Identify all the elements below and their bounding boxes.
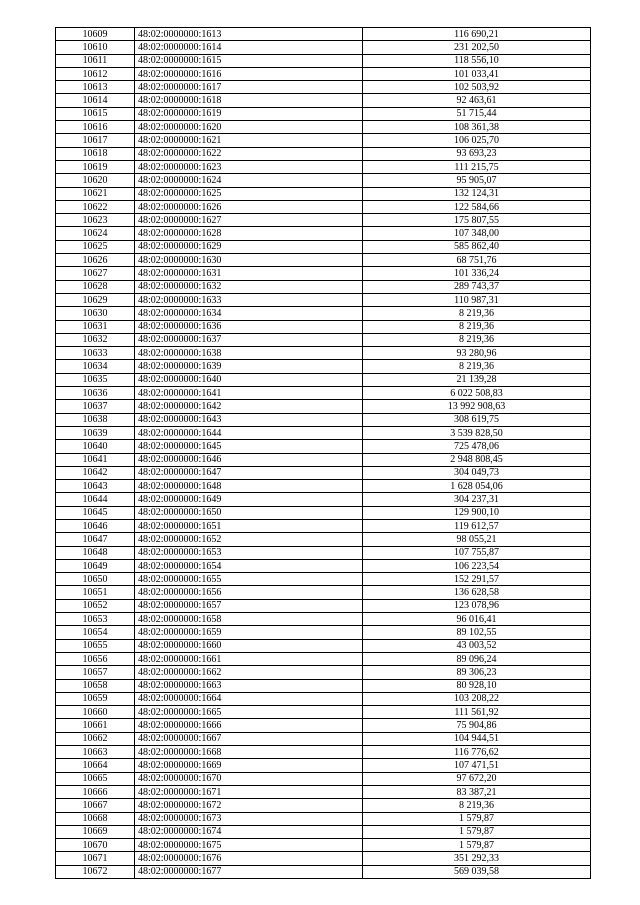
value-cell: 231 202,50 bbox=[363, 41, 591, 54]
value-cell: 3 539 828,50 bbox=[363, 426, 591, 439]
value-cell: 351 292,33 bbox=[363, 852, 591, 865]
value-cell: 122 584,66 bbox=[363, 200, 591, 213]
table-row bbox=[56, 147, 591, 160]
table-row bbox=[56, 852, 591, 865]
row-number-cell: 10650 bbox=[56, 573, 135, 586]
row-number-cell: 10642 bbox=[56, 466, 135, 479]
row-number-cell: 10669 bbox=[56, 825, 135, 838]
value-cell: 8 219,36 bbox=[363, 320, 591, 333]
row-number-cell: 10665 bbox=[56, 772, 135, 785]
table-row bbox=[56, 360, 591, 373]
value-cell: 119 612,57 bbox=[363, 519, 591, 532]
value-cell: 93 693,23 bbox=[363, 147, 591, 160]
cadastral-number-cell: 48:02:0000000:1639 bbox=[135, 360, 363, 373]
table-row bbox=[56, 839, 591, 852]
cadastral-number-cell: 48:02:0000000:1662 bbox=[135, 666, 363, 679]
table-row bbox=[56, 440, 591, 453]
value-cell: 95 905,07 bbox=[363, 174, 591, 187]
value-cell: 103 208,22 bbox=[363, 692, 591, 705]
row-number-cell: 10671 bbox=[56, 852, 135, 865]
table-row bbox=[56, 293, 591, 306]
table-row bbox=[56, 426, 591, 439]
cadastral-number-cell: 48:02:0000000:1637 bbox=[135, 333, 363, 346]
row-number-cell: 10662 bbox=[56, 732, 135, 745]
cadastral-number-cell: 48:02:0000000:1631 bbox=[135, 267, 363, 280]
cadastral-number-cell: 48:02:0000000:1627 bbox=[135, 214, 363, 227]
cadastral-value-table bbox=[55, 27, 591, 879]
cadastral-number-cell: 48:02:0000000:1675 bbox=[135, 839, 363, 852]
row-number-cell: 10639 bbox=[56, 426, 135, 439]
cadastral-number-cell: 48:02:0000000:1658 bbox=[135, 613, 363, 626]
value-cell: 2 948 808,45 bbox=[363, 453, 591, 466]
value-cell: 129 900,10 bbox=[363, 506, 591, 519]
table-row bbox=[56, 333, 591, 346]
table-row bbox=[56, 160, 591, 173]
value-cell: 102 503,92 bbox=[363, 81, 591, 94]
cadastral-number-cell: 48:02:0000000:1622 bbox=[135, 147, 363, 160]
value-cell: 136 628,58 bbox=[363, 586, 591, 599]
value-cell: 106 025,70 bbox=[363, 134, 591, 147]
row-number-cell: 10618 bbox=[56, 147, 135, 160]
row-number-cell: 10653 bbox=[56, 613, 135, 626]
table-row bbox=[56, 652, 591, 665]
value-cell: 289 743,37 bbox=[363, 280, 591, 293]
row-number-cell: 10623 bbox=[56, 214, 135, 227]
row-number-cell: 10631 bbox=[56, 320, 135, 333]
table-row bbox=[56, 799, 591, 812]
cadastral-number-cell: 48:02:0000000:1651 bbox=[135, 519, 363, 532]
table-row bbox=[56, 387, 591, 400]
row-number-cell: 10629 bbox=[56, 293, 135, 306]
table-row bbox=[56, 373, 591, 386]
table-row bbox=[56, 533, 591, 546]
table-row bbox=[56, 320, 591, 333]
value-cell: 21 139,28 bbox=[363, 373, 591, 386]
row-number-cell: 10644 bbox=[56, 493, 135, 506]
row-number-cell: 10670 bbox=[56, 839, 135, 852]
value-cell: 80 928,10 bbox=[363, 679, 591, 692]
row-number-cell: 10614 bbox=[56, 94, 135, 107]
table-row bbox=[56, 573, 591, 586]
cadastral-number-cell: 48:02:0000000:1621 bbox=[135, 134, 363, 147]
cadastral-number-cell: 48:02:0000000:1618 bbox=[135, 94, 363, 107]
value-cell: 569 039,58 bbox=[363, 865, 591, 878]
value-cell: 89 096,24 bbox=[363, 652, 591, 665]
table-row bbox=[56, 865, 591, 878]
table-row bbox=[56, 599, 591, 612]
cadastral-number-cell: 48:02:0000000:1649 bbox=[135, 493, 363, 506]
cadastral-number-cell: 48:02:0000000:1626 bbox=[135, 200, 363, 213]
table-row bbox=[56, 466, 591, 479]
cadastral-number-cell: 48:02:0000000:1643 bbox=[135, 413, 363, 426]
row-number-cell: 10620 bbox=[56, 174, 135, 187]
row-number-cell: 10643 bbox=[56, 480, 135, 493]
value-cell: 107 471,51 bbox=[363, 759, 591, 772]
row-number-cell: 10668 bbox=[56, 812, 135, 825]
value-cell: 1 579,87 bbox=[363, 839, 591, 852]
table-row bbox=[56, 400, 591, 413]
value-cell: 8 219,36 bbox=[363, 799, 591, 812]
value-cell: 8 219,36 bbox=[363, 360, 591, 373]
value-cell: 68 751,76 bbox=[363, 254, 591, 267]
value-cell: 132 124,31 bbox=[363, 187, 591, 200]
cadastral-number-cell: 48:02:0000000:1620 bbox=[135, 121, 363, 134]
value-cell: 585 862,40 bbox=[363, 240, 591, 253]
value-cell: 101 336,24 bbox=[363, 267, 591, 280]
row-number-cell: 10664 bbox=[56, 759, 135, 772]
row-number-cell: 10660 bbox=[56, 706, 135, 719]
table-row bbox=[56, 174, 591, 187]
cadastral-number-cell: 48:02:0000000:1644 bbox=[135, 426, 363, 439]
table-row bbox=[56, 214, 591, 227]
value-cell: 8 219,36 bbox=[363, 333, 591, 346]
value-cell: 8 219,36 bbox=[363, 307, 591, 320]
row-number-cell: 10661 bbox=[56, 719, 135, 732]
row-number-cell: 10626 bbox=[56, 254, 135, 267]
cadastral-number-cell: 48:02:0000000:1669 bbox=[135, 759, 363, 772]
cadastral-number-cell: 48:02:0000000:1641 bbox=[135, 387, 363, 400]
table-row bbox=[56, 825, 591, 838]
row-number-cell: 10652 bbox=[56, 599, 135, 612]
row-number-cell: 10613 bbox=[56, 81, 135, 94]
cadastral-number-cell: 48:02:0000000:1615 bbox=[135, 54, 363, 67]
table-row bbox=[56, 413, 591, 426]
value-cell: 93 280,96 bbox=[363, 347, 591, 360]
cadastral-number-cell: 48:02:0000000:1647 bbox=[135, 466, 363, 479]
value-cell: 116 690,21 bbox=[363, 28, 591, 41]
cadastral-number-cell: 48:02:0000000:1634 bbox=[135, 307, 363, 320]
row-number-cell: 10648 bbox=[56, 546, 135, 559]
cadastral-number-cell: 48:02:0000000:1650 bbox=[135, 506, 363, 519]
cadastral-number-cell: 48:02:0000000:1673 bbox=[135, 812, 363, 825]
table-row bbox=[56, 227, 591, 240]
row-number-cell: 10659 bbox=[56, 692, 135, 705]
table-row bbox=[56, 692, 591, 705]
row-number-cell: 10657 bbox=[56, 666, 135, 679]
cadastral-number-cell: 48:02:0000000:1617 bbox=[135, 81, 363, 94]
row-number-cell: 10619 bbox=[56, 160, 135, 173]
table-row bbox=[56, 280, 591, 293]
cadastral-number-cell: 48:02:0000000:1624 bbox=[135, 174, 363, 187]
value-cell: 116 776,62 bbox=[363, 746, 591, 759]
value-cell: 6 022 508,83 bbox=[363, 387, 591, 400]
table-row bbox=[56, 200, 591, 213]
value-cell: 107 348,00 bbox=[363, 227, 591, 240]
cadastral-number-cell: 48:02:0000000:1671 bbox=[135, 785, 363, 798]
cadastral-number-cell: 48:02:0000000:1619 bbox=[135, 107, 363, 120]
cadastral-number-cell: 48:02:0000000:1632 bbox=[135, 280, 363, 293]
row-number-cell: 10637 bbox=[56, 400, 135, 413]
table-row bbox=[56, 613, 591, 626]
value-cell: 118 556,10 bbox=[363, 54, 591, 67]
row-number-cell: 10624 bbox=[56, 227, 135, 240]
cadastral-number-cell: 48:02:0000000:1642 bbox=[135, 400, 363, 413]
table-row bbox=[56, 759, 591, 772]
table-row bbox=[56, 41, 591, 54]
value-cell: 304 237,31 bbox=[363, 493, 591, 506]
value-cell: 108 361,38 bbox=[363, 121, 591, 134]
table-row bbox=[56, 347, 591, 360]
table-row bbox=[56, 187, 591, 200]
cadastral-number-cell: 48:02:0000000:1614 bbox=[135, 41, 363, 54]
cadastral-number-cell: 48:02:0000000:1629 bbox=[135, 240, 363, 253]
table-row bbox=[56, 812, 591, 825]
row-number-cell: 10649 bbox=[56, 559, 135, 572]
row-number-cell: 10663 bbox=[56, 746, 135, 759]
row-number-cell: 10646 bbox=[56, 519, 135, 532]
table-row bbox=[56, 480, 591, 493]
cadastral-number-cell: 48:02:0000000:1660 bbox=[135, 639, 363, 652]
table-row bbox=[56, 107, 591, 120]
cadastral-number-cell: 48:02:0000000:1638 bbox=[135, 347, 363, 360]
row-number-cell: 10633 bbox=[56, 347, 135, 360]
value-cell: 111 561,92 bbox=[363, 706, 591, 719]
cadastral-number-cell: 48:02:0000000:1653 bbox=[135, 546, 363, 559]
value-cell: 75 904,86 bbox=[363, 719, 591, 732]
cadastral-number-cell: 48:02:0000000:1668 bbox=[135, 746, 363, 759]
value-cell: 304 049,73 bbox=[363, 466, 591, 479]
document-page bbox=[55, 27, 591, 879]
value-cell: 1 579,87 bbox=[363, 825, 591, 838]
table-row bbox=[56, 719, 591, 732]
cadastral-number-cell: 48:02:0000000:1654 bbox=[135, 559, 363, 572]
table-row bbox=[56, 546, 591, 559]
row-number-cell: 10616 bbox=[56, 121, 135, 134]
value-cell: 97 672,20 bbox=[363, 772, 591, 785]
value-cell: 1 579,87 bbox=[363, 812, 591, 825]
row-number-cell: 10666 bbox=[56, 785, 135, 798]
row-number-cell: 10617 bbox=[56, 134, 135, 147]
cadastral-number-cell: 48:02:0000000:1633 bbox=[135, 293, 363, 306]
table-row bbox=[56, 267, 591, 280]
value-cell: 123 078,96 bbox=[363, 599, 591, 612]
row-number-cell: 10672 bbox=[56, 865, 135, 878]
cadastral-number-cell: 48:02:0000000:1636 bbox=[135, 320, 363, 333]
row-number-cell: 10654 bbox=[56, 626, 135, 639]
row-number-cell: 10651 bbox=[56, 586, 135, 599]
cadastral-number-cell: 48:02:0000000:1616 bbox=[135, 67, 363, 80]
value-cell: 96 016,41 bbox=[363, 613, 591, 626]
cadastral-number-cell: 48:02:0000000:1664 bbox=[135, 692, 363, 705]
row-number-cell: 10610 bbox=[56, 41, 135, 54]
cadastral-number-cell: 48:02:0000000:1670 bbox=[135, 772, 363, 785]
row-number-cell: 10615 bbox=[56, 107, 135, 120]
value-cell: 308 619,75 bbox=[363, 413, 591, 426]
row-number-cell: 10645 bbox=[56, 506, 135, 519]
table-row bbox=[56, 586, 591, 599]
cadastral-number-cell: 48:02:0000000:1645 bbox=[135, 440, 363, 453]
row-number-cell: 10630 bbox=[56, 307, 135, 320]
cadastral-number-cell: 48:02:0000000:1677 bbox=[135, 865, 363, 878]
table-row bbox=[56, 307, 591, 320]
row-number-cell: 10655 bbox=[56, 639, 135, 652]
cadastral-number-cell: 48:02:0000000:1659 bbox=[135, 626, 363, 639]
cadastral-number-cell: 48:02:0000000:1646 bbox=[135, 453, 363, 466]
row-number-cell: 10611 bbox=[56, 54, 135, 67]
cadastral-number-cell: 48:02:0000000:1674 bbox=[135, 825, 363, 838]
cadastral-number-cell: 48:02:0000000:1676 bbox=[135, 852, 363, 865]
value-cell: 725 478,06 bbox=[363, 440, 591, 453]
value-cell: 107 755,87 bbox=[363, 546, 591, 559]
table-row bbox=[56, 134, 591, 147]
table-row bbox=[56, 67, 591, 80]
table-row bbox=[56, 559, 591, 572]
table-row bbox=[56, 519, 591, 532]
row-number-cell: 10640 bbox=[56, 440, 135, 453]
table-row bbox=[56, 666, 591, 679]
cadastral-number-cell: 48:02:0000000:1666 bbox=[135, 719, 363, 732]
table-row bbox=[56, 679, 591, 692]
value-cell: 43 003,52 bbox=[363, 639, 591, 652]
table-row bbox=[56, 94, 591, 107]
value-cell: 51 715,44 bbox=[363, 107, 591, 120]
row-number-cell: 10621 bbox=[56, 187, 135, 200]
table-row bbox=[56, 54, 591, 67]
row-number-cell: 10658 bbox=[56, 679, 135, 692]
cadastral-number-cell: 48:02:0000000:1652 bbox=[135, 533, 363, 546]
value-cell: 83 387,21 bbox=[363, 785, 591, 798]
row-number-cell: 10609 bbox=[56, 28, 135, 41]
table-row bbox=[56, 254, 591, 267]
row-number-cell: 10625 bbox=[56, 240, 135, 253]
table-row bbox=[56, 626, 591, 639]
table-row bbox=[56, 785, 591, 798]
table-row bbox=[56, 121, 591, 134]
row-number-cell: 10635 bbox=[56, 373, 135, 386]
value-cell: 89 306,23 bbox=[363, 666, 591, 679]
value-cell: 92 463,61 bbox=[363, 94, 591, 107]
value-cell: 101 033,41 bbox=[363, 67, 591, 80]
value-cell: 106 223,54 bbox=[363, 559, 591, 572]
cadastral-number-cell: 48:02:0000000:1640 bbox=[135, 373, 363, 386]
value-cell: 1 628 054,06 bbox=[363, 480, 591, 493]
cadastral-number-cell: 48:02:0000000:1663 bbox=[135, 679, 363, 692]
value-cell: 98 055,21 bbox=[363, 533, 591, 546]
cadastral-number-cell: 48:02:0000000:1661 bbox=[135, 652, 363, 665]
cadastral-number-cell: 48:02:0000000:1656 bbox=[135, 586, 363, 599]
row-number-cell: 10632 bbox=[56, 333, 135, 346]
row-number-cell: 10628 bbox=[56, 280, 135, 293]
cadastral-number-cell: 48:02:0000000:1623 bbox=[135, 160, 363, 173]
table-row bbox=[56, 746, 591, 759]
table-body bbox=[56, 28, 591, 879]
cadastral-number-cell: 48:02:0000000:1672 bbox=[135, 799, 363, 812]
cadastral-number-cell: 48:02:0000000:1655 bbox=[135, 573, 363, 586]
row-number-cell: 10634 bbox=[56, 360, 135, 373]
row-number-cell: 10612 bbox=[56, 67, 135, 80]
table-row bbox=[56, 493, 591, 506]
table-row bbox=[56, 639, 591, 652]
row-number-cell: 10667 bbox=[56, 799, 135, 812]
value-cell: 175 807,55 bbox=[363, 214, 591, 227]
value-cell: 111 215,75 bbox=[363, 160, 591, 173]
row-number-cell: 10641 bbox=[56, 453, 135, 466]
row-number-cell: 10636 bbox=[56, 387, 135, 400]
cadastral-number-cell: 48:02:0000000:1648 bbox=[135, 480, 363, 493]
row-number-cell: 10627 bbox=[56, 267, 135, 280]
table-row bbox=[56, 453, 591, 466]
table-row bbox=[56, 240, 591, 253]
table-row bbox=[56, 732, 591, 745]
row-number-cell: 10622 bbox=[56, 200, 135, 213]
value-cell: 110 987,31 bbox=[363, 293, 591, 306]
table-row bbox=[56, 706, 591, 719]
table-row bbox=[56, 772, 591, 785]
value-cell: 13 992 908,63 bbox=[363, 400, 591, 413]
value-cell: 104 944,51 bbox=[363, 732, 591, 745]
table-row bbox=[56, 81, 591, 94]
table-row bbox=[56, 28, 591, 41]
cadastral-number-cell: 48:02:0000000:1657 bbox=[135, 599, 363, 612]
cadastral-number-cell: 48:02:0000000:1613 bbox=[135, 28, 363, 41]
cadastral-number-cell: 48:02:0000000:1630 bbox=[135, 254, 363, 267]
value-cell: 89 102,55 bbox=[363, 626, 591, 639]
row-number-cell: 10638 bbox=[56, 413, 135, 426]
table-row bbox=[56, 506, 591, 519]
row-number-cell: 10647 bbox=[56, 533, 135, 546]
cadastral-number-cell: 48:02:0000000:1628 bbox=[135, 227, 363, 240]
cadastral-number-cell: 48:02:0000000:1665 bbox=[135, 706, 363, 719]
cadastral-number-cell: 48:02:0000000:1667 bbox=[135, 732, 363, 745]
cadastral-number-cell: 48:02:0000000:1625 bbox=[135, 187, 363, 200]
row-number-cell: 10656 bbox=[56, 652, 135, 665]
value-cell: 152 291,57 bbox=[363, 573, 591, 586]
